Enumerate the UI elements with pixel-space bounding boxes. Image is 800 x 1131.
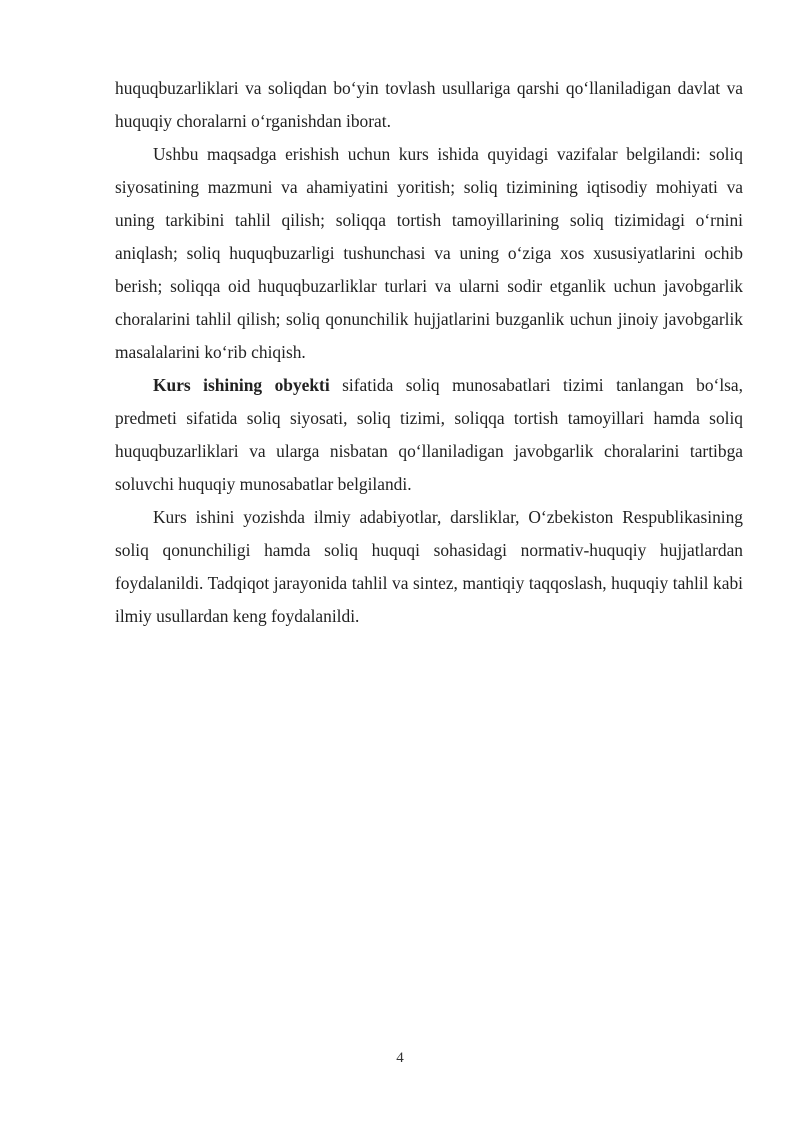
paragraph-continuation: huquqbuzarliklari va soliqdan bo‘yin tovlash usullariga qarshi qo‘llaniladigan davlat va huquqiy choralarni o‘rganishdan iborat.	[115, 78, 743, 131]
paragraph-object-subject	[115, 369, 743, 501]
body-text	[115, 72, 743, 633]
page-number: 4	[396, 1050, 404, 1066]
paragraph-object-text: sifatida soliq munosabatlari tizimi tanlangan bo‘lsa, predmeti sifatida soliq siyosati, soliq tizimi, soliqqa tortish tamoyillari hamda soliq huquqbuzarliklari va ularga nisbatan qo‘llaniladigan javobgarlik choralarini tartibga soluvchi huquqiy munosabatlar belgilandi.	[115, 375, 743, 494]
paragraph-methods: Kurs ishini yozishda ilmiy adabiyotlar, darsliklar, O‘zbekiston Respublikasining soliq qonunchiligi hamda soliq huquqi sohasidagi normativ-huquqiy hujjatlardan foydalanildi. Tadqiqot jarayonida tahlil va sintez, mantiqiy taqqoslash, huquqiy tahlil kabi ilmiy usullardan keng foydalanildi.	[115, 507, 743, 626]
paragraph-tasks: Ushbu maqsadga erishish uchun kurs ishida quyidagi vazifalar belgilandi: soliq siyosatining mazmuni va ahamiyatini yoritish; soliq tizimining iqtisodiy mohiyati va uning tarkibini tahlil qilish; soliqqa tortish tamoyillarining soliq tizimidagi o‘rnini aniqlash; soliq huquqbuzarligi tushunchasi va uning o‘ziga xos xususiyatlarini ochib berish; soliqqa oid huquqbuzarliklar turlari va ularni sodir etganlik uchun javobgarlik choralarini tahlil qilish; soliq qonunchilik hujjatlarini buzganlik uchun jinoiy javobgarlik masalalarini ko‘rib chiqish.	[115, 144, 743, 362]
bold-lead-object: Kurs ishining obyekti	[153, 375, 330, 395]
